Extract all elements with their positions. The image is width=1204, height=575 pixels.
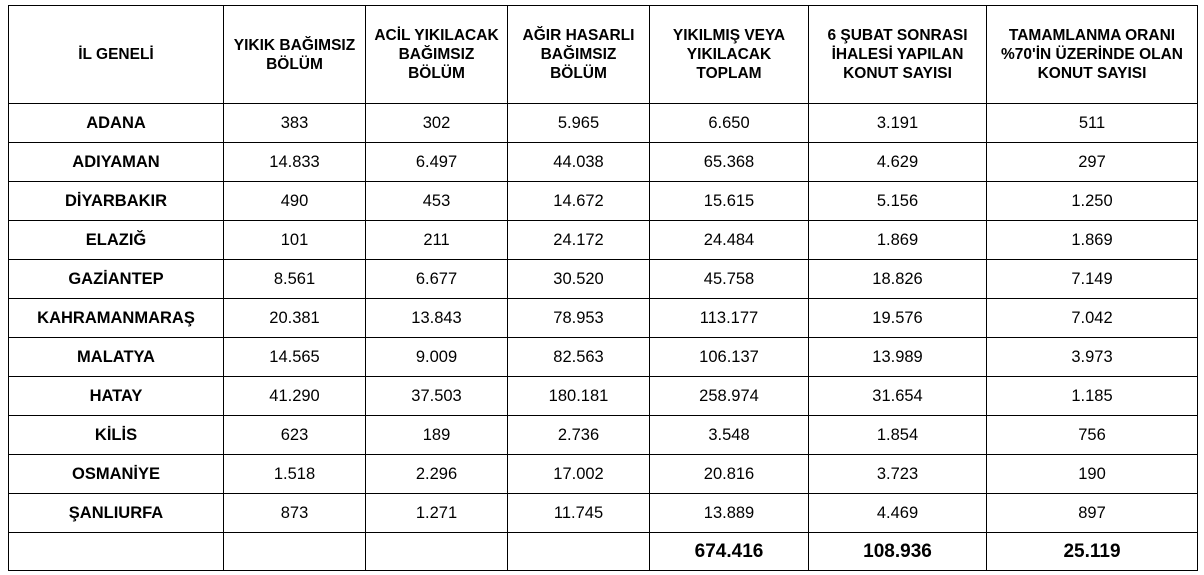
damage-housing-table [8, 5, 1198, 571]
value-cell: 190 [987, 455, 1198, 494]
table-row [9, 182, 1198, 221]
total-cell [508, 533, 650, 571]
value-cell: 113.177 [650, 299, 809, 338]
value-cell: 9.009 [366, 338, 508, 377]
value-cell: 4.629 [809, 143, 987, 182]
value-cell: 623 [224, 416, 366, 455]
value-cell: 14.672 [508, 182, 650, 221]
table-row [9, 494, 1198, 533]
value-cell: 82.563 [508, 338, 650, 377]
header-heavily-damaged-units: AĞIR HASARLI BAĞIMSIZ BÖLÜM [508, 6, 650, 104]
value-cell: 6.650 [650, 104, 809, 143]
value-cell: 30.520 [508, 260, 650, 299]
value-cell: 1.518 [224, 455, 366, 494]
value-cell: 3.723 [809, 455, 987, 494]
value-cell: 5.156 [809, 182, 987, 221]
table-row [9, 221, 1198, 260]
table-row [9, 260, 1198, 299]
value-cell: 511 [987, 104, 1198, 143]
value-cell: 65.368 [650, 143, 809, 182]
value-cell: 14.565 [224, 338, 366, 377]
totals-row [9, 533, 1198, 571]
value-cell: 20.381 [224, 299, 366, 338]
value-cell: 189 [366, 416, 508, 455]
table-row [9, 299, 1198, 338]
total-cell [366, 533, 508, 571]
value-cell: 8.561 [224, 260, 366, 299]
value-cell: 2.296 [366, 455, 508, 494]
value-cell: 24.484 [650, 221, 809, 260]
value-cell: 19.576 [809, 299, 987, 338]
value-cell: 1.869 [809, 221, 987, 260]
header-completion-over-70: TAMAMLANMA ORANI %70'İN ÜZERİNDE OLAN KONUT SAYISI [987, 6, 1198, 104]
value-cell: 1.854 [809, 416, 987, 455]
table-row [9, 143, 1198, 182]
table-row [9, 416, 1198, 455]
header-tendered-housing: 6 ŞUBAT SONRASI İHALESİ YAPILAN KONUT SAYISI [809, 6, 987, 104]
table-row [9, 338, 1198, 377]
province-name-cell: ADIYAMAN [9, 143, 224, 182]
header-row [9, 6, 1198, 104]
value-cell: 44.038 [508, 143, 650, 182]
value-cell: 756 [987, 416, 1198, 455]
value-cell: 14.833 [224, 143, 366, 182]
value-cell: 13.889 [650, 494, 809, 533]
total-cell: 25.119 [987, 533, 1198, 571]
value-cell: 37.503 [366, 377, 508, 416]
value-cell: 180.181 [508, 377, 650, 416]
value-cell: 1.250 [987, 182, 1198, 221]
value-cell: 383 [224, 104, 366, 143]
value-cell: 211 [366, 221, 508, 260]
value-cell: 6.497 [366, 143, 508, 182]
province-name-cell: MALATYA [9, 338, 224, 377]
value-cell: 3.548 [650, 416, 809, 455]
header-province: İL GENELİ [9, 6, 224, 104]
value-cell: 13.843 [366, 299, 508, 338]
total-cell: 674.416 [650, 533, 809, 571]
province-name-cell: KİLİS [9, 416, 224, 455]
value-cell: 18.826 [809, 260, 987, 299]
value-cell: 4.469 [809, 494, 987, 533]
value-cell: 106.137 [650, 338, 809, 377]
value-cell: 45.758 [650, 260, 809, 299]
table-row [9, 455, 1198, 494]
value-cell: 17.002 [508, 455, 650, 494]
value-cell: 7.149 [987, 260, 1198, 299]
value-cell: 78.953 [508, 299, 650, 338]
value-cell: 5.965 [508, 104, 650, 143]
value-cell: 3.191 [809, 104, 987, 143]
value-cell: 453 [366, 182, 508, 221]
value-cell: 101 [224, 221, 366, 260]
province-name-cell: ELAZIĞ [9, 221, 224, 260]
value-cell: 1.271 [366, 494, 508, 533]
province-name-cell: KAHRAMANMARAŞ [9, 299, 224, 338]
value-cell: 6.677 [366, 260, 508, 299]
value-cell: 15.615 [650, 182, 809, 221]
table-container [8, 5, 1198, 571]
value-cell: 7.042 [987, 299, 1198, 338]
value-cell: 873 [224, 494, 366, 533]
total-cell [9, 533, 224, 571]
table-body [9, 104, 1198, 571]
value-cell: 897 [987, 494, 1198, 533]
province-name-cell: OSMANİYE [9, 455, 224, 494]
value-cell: 2.736 [508, 416, 650, 455]
value-cell: 302 [366, 104, 508, 143]
value-cell: 258.974 [650, 377, 809, 416]
header-total-destroyed: YIKILMIŞ VEYA YIKILACAK TOPLAM [650, 6, 809, 104]
total-cell [224, 533, 366, 571]
table-row [9, 377, 1198, 416]
province-name-cell: GAZİANTEP [9, 260, 224, 299]
value-cell: 24.172 [508, 221, 650, 260]
value-cell: 1.869 [987, 221, 1198, 260]
value-cell: 490 [224, 182, 366, 221]
header-urgent-demolition-units: ACİL YIKILACAK BAĞIMSIZ BÖLÜM [366, 6, 508, 104]
province-name-cell: ŞANLIURFA [9, 494, 224, 533]
value-cell: 297 [987, 143, 1198, 182]
value-cell: 20.816 [650, 455, 809, 494]
value-cell: 11.745 [508, 494, 650, 533]
value-cell: 1.185 [987, 377, 1198, 416]
header-destroyed-units: YIKIK BAĞIMSIZ BÖLÜM [224, 6, 366, 104]
province-name-cell: DİYARBAKIR [9, 182, 224, 221]
value-cell: 41.290 [224, 377, 366, 416]
table-row [9, 104, 1198, 143]
value-cell: 13.989 [809, 338, 987, 377]
province-name-cell: ADANA [9, 104, 224, 143]
value-cell: 3.973 [987, 338, 1198, 377]
province-name-cell: HATAY [9, 377, 224, 416]
total-cell: 108.936 [809, 533, 987, 571]
value-cell: 31.654 [809, 377, 987, 416]
